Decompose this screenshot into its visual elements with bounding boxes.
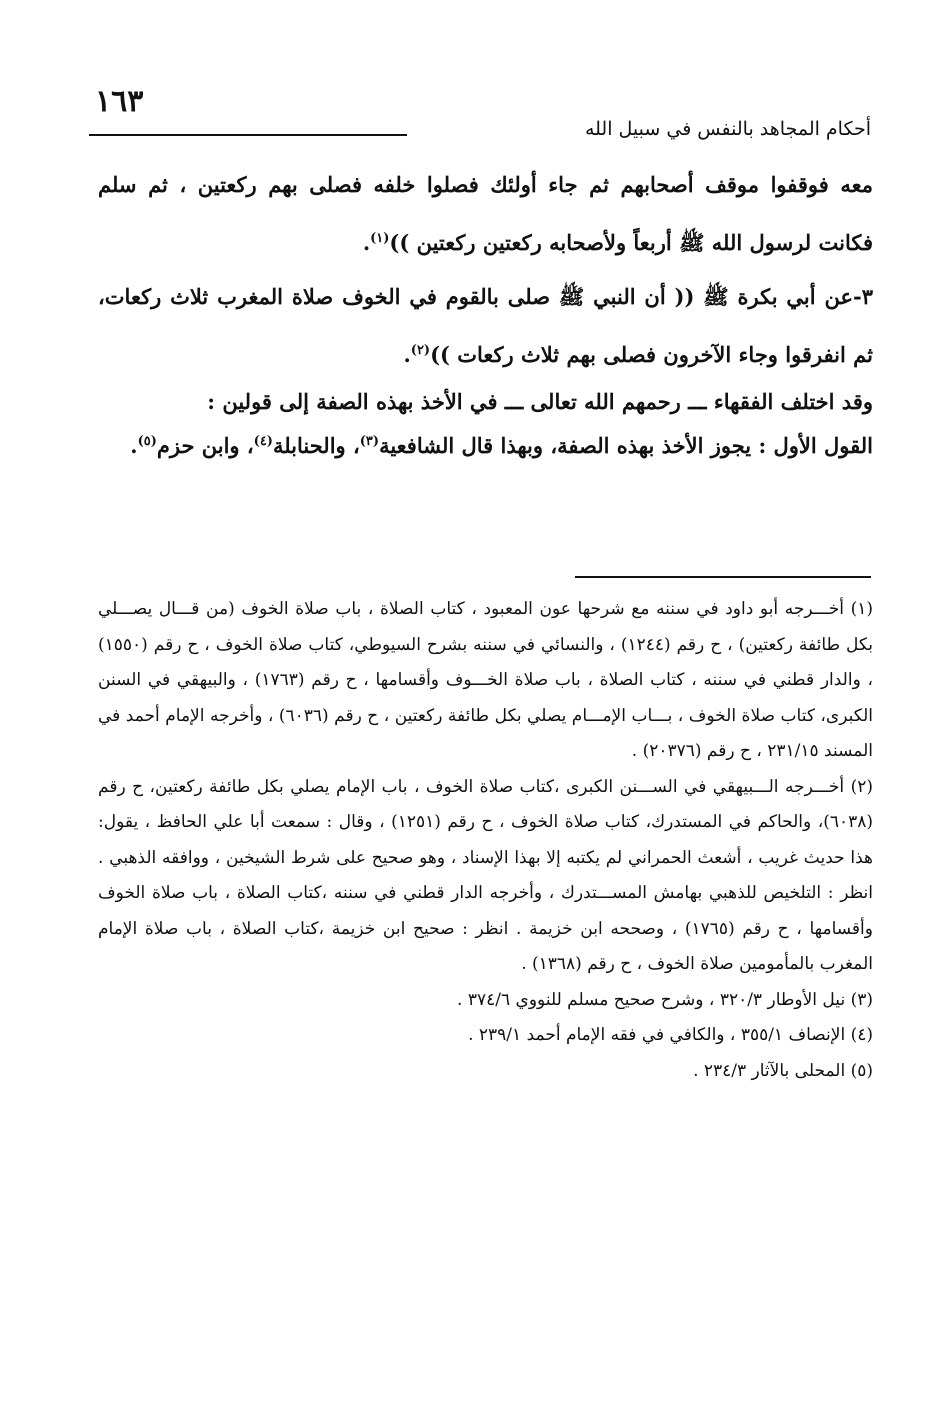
footnote-ref: (٣) [359,434,380,449]
footnote-4: (٤) الإنصاف ٣٥٥/١ ، والكافي في فقه الإمام أحمد ٢٣٩/١ . [468,1025,873,1045]
paragraph-3 [98,382,873,422]
footnote-ref: (١) [370,231,390,246]
paragraph-text: ٣-عن أبي بكرة ﷺ (( أن النبي ﷺ صلى بالقوم في الخوف صلاة المغرب ثلاث ركعات، ثم انفرقوا وجاء الآخرون فصلى بهم ثلاث ركعات )) [98,284,873,367]
footnote-2: (٢) أخـــرجه الـــبيهقي في الســـنن الكبرى ،كتاب صلاة الخوف ، باب الإمام يصلي بكل طائفة ركعتين، ح رقم (٦٠٣٨)، والحاكم في المستدرك، كتاب صلاة الخوف ، ح رقم (١٢٥١) ، وقال : سمعت أبا علي الحافظ ، يقول: هذا حديث غريب ، أشعث الحمراني لم يكتبه إلا بهذا الإسناد ، وهو صحيح على شرط الشيخين ، ووافقه الذهبي . انظر : التلخيص للذهبي بهامش المســـتدرك ، وأخرجه الدار قطني في سننه ،كتاب الصلاة ، باب صلاة الخوف وأقسامها ، ح رقم (١٧٦٥) ، وصححه ابن خزيمة . انظر : صحيح ابن خزيمة ،كتاب الصلاة ، باب صلاة الإمام المغرب بالمأمومين صلاة الخوف ، ح رقم (١٣٦٨) . [98,776,874,974]
paragraph-2 [98,270,873,382]
page-number: ١٦٣ [95,84,144,119]
paragraph-text: وقد اختلف الفقهاء ـــ رحمهم الله تعالى ـــ في الأخذ بهذه الصفة إلى قولين : [207,389,873,414]
footnote-ref: (٢) [410,343,431,358]
header-rule [89,134,407,136]
paragraph-tail: . [362,230,371,255]
footnote-1: (١) أخـــرجه أبو داود في سننه مع شرحها عون المعبود ، كتاب الصلاة ، باب صلاة الخوف (من قـــال يصـــلي بكل طائفة ركعتين) ، ح رقم (١٢٤٤) ، والنسائي في سننه بشرح السيوطي، كتاب صلاة الخوف ، ح رقم (١٥٥٠) ، والدار قطني في سننه ، كتاب الصلاة ، باب صلاة الخـــوف وأقسامها ، ح رقم (١٧٦٣) ، والبيهقي في السنن الكبرى، كتاب صلاة الخوف ، بـــاب الإمـــام يصلي بكل طائفة ركعتين ، ح رقم (٦٠٣٦) ، وأخرجه الإمام أحمد في المسند ٢٣١/١٥ ، ح رقم (٢٠٣٧٦) . [98,599,874,761]
footnotes [98,592,873,1089]
footnote-separator [575,576,871,578]
footnote-3: (٣) نيل الأوطار ٣٢٠/٣ ، وشرح صحيح مسلم للنووي ٣٧٤/٦ . [457,989,873,1010]
footnote-5: (٥) المحلى بالآثار ٢٣٤/٣ . [693,1060,873,1081]
paragraph-text: معه فوقفوا موقف أصحابهم ثم جاء أولئك فصلوا خلفه فصلى بهم ركعتين ، ثم سلم فكانت لرسول الله ﷺ أربعاً ولأصحابه ركعتين ركعتين )) [98,172,873,255]
paragraph-text: ، وابن حزم [156,433,254,458]
running-title: أحكام المجاهد بالنفس في سبيل الله [584,118,871,140]
paragraph-4 [98,422,873,466]
main-text [98,158,873,466]
paragraph-tail: . [130,433,138,458]
paragraph-1 [98,158,873,270]
paragraph-text: القول الأول : يجوز الأخذ بهذه الصفة، وبهذا قال الشافعية [379,433,873,458]
footnote-ref: (٤) [253,434,273,449]
running-head [71,118,871,148]
paragraph-text: ، والحنابلة [272,433,360,458]
paragraph-tail: . [403,342,411,367]
footnote-ref: (٥) [137,434,157,449]
